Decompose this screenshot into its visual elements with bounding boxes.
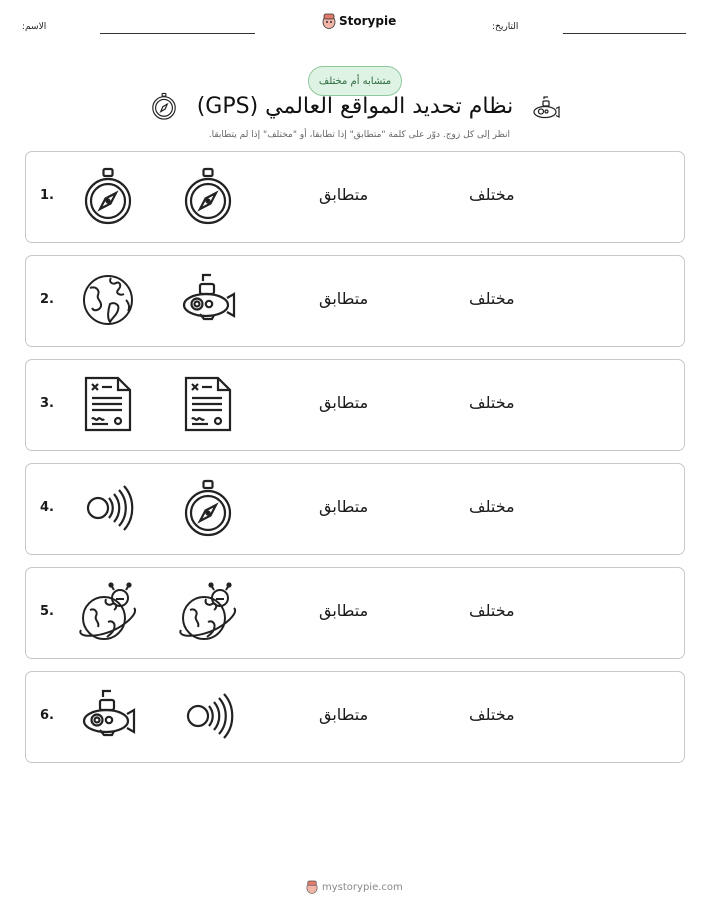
map-document-icon <box>178 374 238 434</box>
signal-icon <box>178 686 238 746</box>
different-option[interactable]: مختلف <box>469 601 515 620</box>
left-image <box>78 582 138 642</box>
title-submarine-icon <box>531 96 561 126</box>
same-option[interactable]: متطابق <box>319 289 369 308</box>
right-image <box>178 478 238 538</box>
page-title: نظام تحديد المواقع العالمي (GPS) <box>196 94 514 119</box>
row-number: 3. <box>40 396 54 411</box>
footer <box>306 880 403 894</box>
signal-icon <box>78 478 138 538</box>
different-option[interactable]: مختلف <box>469 393 515 412</box>
same-option[interactable]: متطابق <box>319 497 369 516</box>
name-label: الاسم: <box>22 22 47 32</box>
match-row <box>25 359 685 451</box>
earth-icon <box>78 270 138 330</box>
left-image <box>78 270 138 330</box>
row-number: 2. <box>40 292 54 307</box>
footer-url: mystorypie.com <box>322 881 403 893</box>
left-image <box>78 686 138 746</box>
name-line[interactable] <box>100 33 255 34</box>
left-image <box>78 166 138 226</box>
right-image <box>178 374 238 434</box>
different-option[interactable]: مختلف <box>469 289 515 308</box>
row-number: 6. <box>40 708 54 723</box>
satellite-earth-icon <box>178 582 238 642</box>
same-option[interactable]: متطابق <box>319 393 369 412</box>
same-option[interactable]: متطابق <box>319 705 369 724</box>
instructions: انظر إلى كل زوج. دوّر على كلمة "متطابق" إذا تطابقا، أو "مختلف" إذا لم يتطابقا. <box>208 130 510 140</box>
match-row <box>25 463 685 555</box>
right-image <box>178 686 238 746</box>
compass-icon <box>178 478 238 538</box>
date-line[interactable] <box>563 33 686 34</box>
date-label: التاريخ: <box>492 22 519 32</box>
same-option[interactable]: متطابق <box>319 601 369 620</box>
different-option[interactable]: مختلف <box>469 185 515 204</box>
right-image <box>178 270 238 330</box>
different-option[interactable]: مختلف <box>469 705 515 724</box>
submarine-icon <box>178 270 238 330</box>
compass-icon <box>78 166 138 226</box>
match-row <box>25 255 685 347</box>
compass-icon <box>178 166 238 226</box>
satellite-earth-icon <box>78 582 138 642</box>
right-image <box>178 582 238 642</box>
brand-logo <box>322 13 396 29</box>
footer-mascot-icon <box>306 880 318 894</box>
match-row <box>25 671 685 763</box>
map-document-icon <box>78 374 138 434</box>
worksheet-type-badge: متشابه أم مختلف <box>308 66 402 96</box>
right-image <box>178 166 238 226</box>
different-option[interactable]: مختلف <box>469 497 515 516</box>
storypie-mascot-icon <box>322 13 336 29</box>
match-row <box>25 567 685 659</box>
left-image <box>78 478 138 538</box>
row-number: 4. <box>40 500 54 515</box>
brand-name: Storypie <box>339 14 397 28</box>
row-number: 5. <box>40 604 54 619</box>
match-row <box>25 151 685 243</box>
row-number: 1. <box>40 188 54 203</box>
submarine-icon <box>78 686 138 746</box>
same-option[interactable]: متطابق <box>319 185 369 204</box>
left-image <box>78 374 138 434</box>
